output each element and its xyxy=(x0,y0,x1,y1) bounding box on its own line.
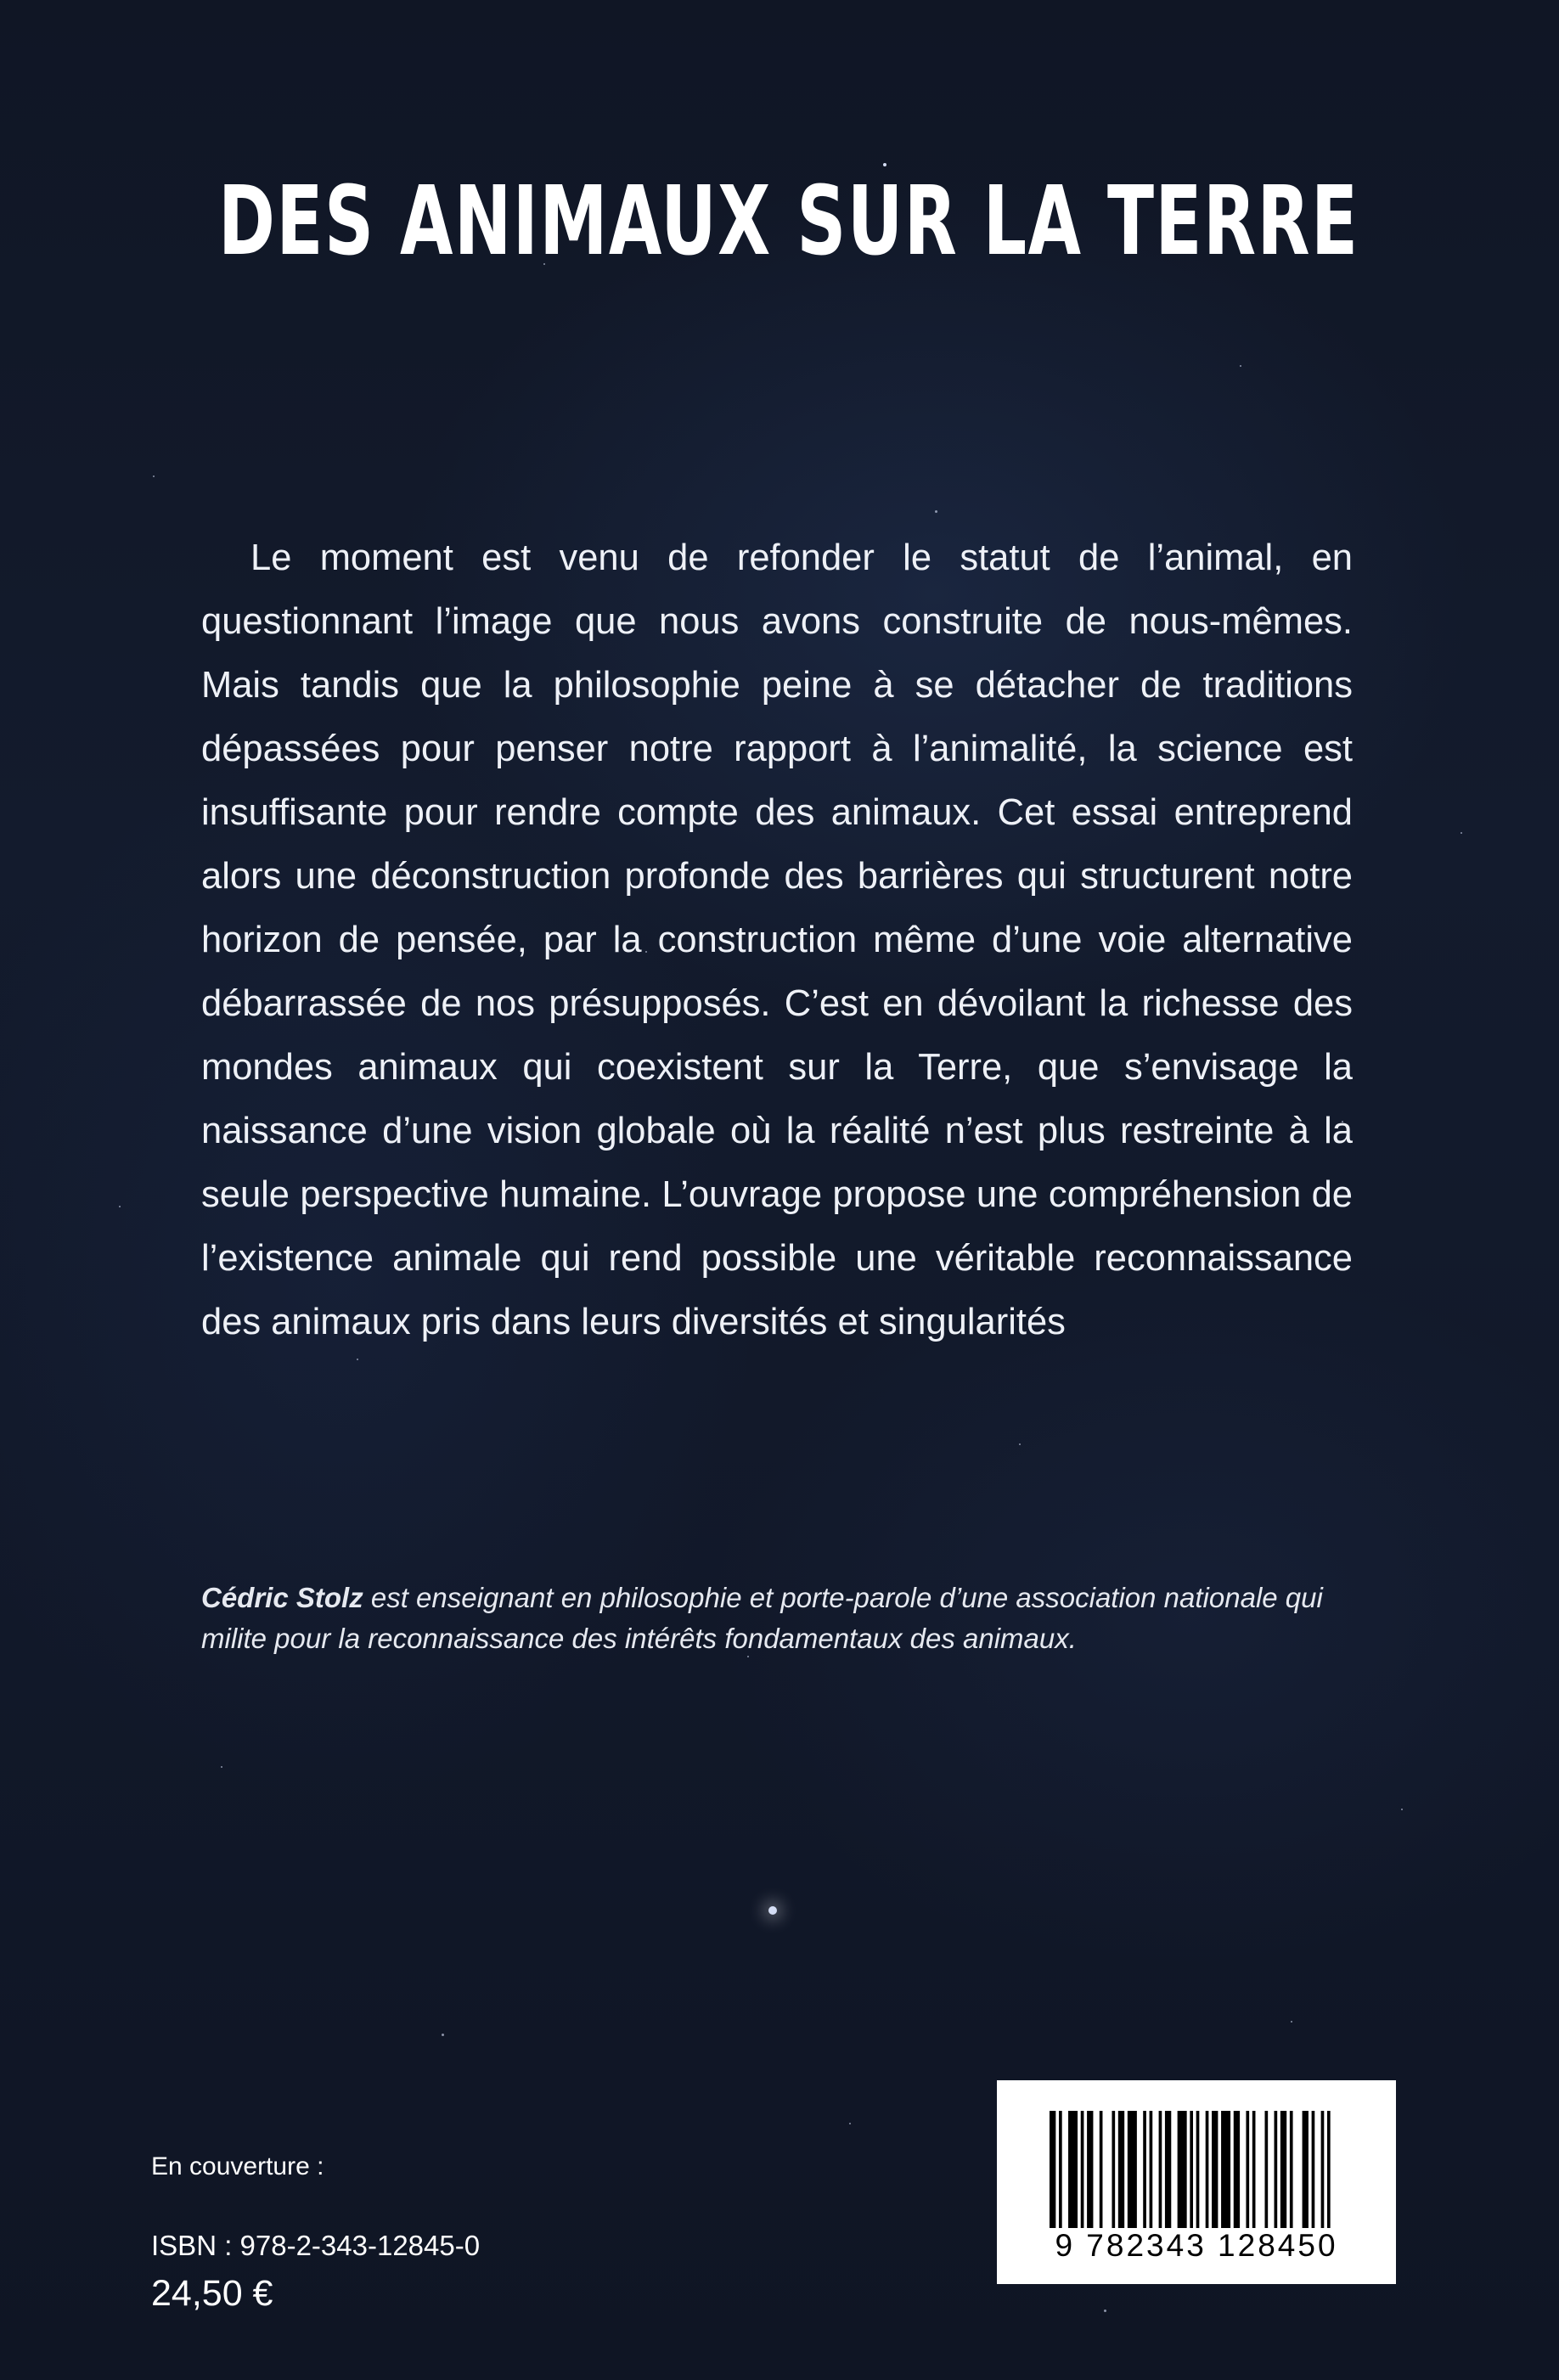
barcode-bar xyxy=(1246,2111,1249,2228)
barcode-bar xyxy=(1118,2111,1124,2228)
barcode-bar xyxy=(1165,2111,1171,2228)
barcode-bar xyxy=(1327,2111,1331,2228)
author-bio-text: est enseignant en philosophie et porte-parole d’une association nationale qui milite pour la reconnaissance des intérêts fondamentaux des animaux. xyxy=(201,1582,1323,1654)
barcode-bar xyxy=(1275,2111,1278,2228)
star xyxy=(1401,1809,1403,1810)
barcode-bar xyxy=(1190,2111,1193,2228)
star xyxy=(442,2034,444,2036)
barcode-bar xyxy=(1150,2111,1153,2228)
barcode-bar xyxy=(1159,2111,1162,2228)
star xyxy=(1291,2021,1292,2023)
barcode-bar xyxy=(1212,2111,1218,2228)
barcode xyxy=(997,2080,1396,2284)
barcode-bar xyxy=(1087,2111,1093,2228)
star xyxy=(1240,365,1241,367)
barcode-bar xyxy=(1196,2111,1200,2228)
barcode-bar xyxy=(1112,2111,1115,2228)
star xyxy=(1104,2310,1106,2312)
star xyxy=(221,1766,222,1768)
barcode-bar xyxy=(1303,2111,1309,2228)
barcode-bar xyxy=(1100,2111,1103,2228)
star xyxy=(768,1906,777,1915)
barcode-bar xyxy=(1321,2111,1325,2228)
isbn: ISBN : 978-2-343-12845-0 xyxy=(151,2230,481,2261)
star xyxy=(119,1206,121,1207)
blurb-text: Le moment est venu de refonder le statut de l’animal, en questionnant l’image que nous avons construite de nous-mêmes. Mais tandis que la philosophie peine à se détacher de traditions dépassées pour penser notre rapport à l’animalité, la science est insuffisante pour rendre compte des animaux. Cet essai entreprend alors une déconstruction profonde des barrières qui structurent notre horizon de pensée, par la construction même d’une voie alternative débarrassée de nos présupposés. C’est en dévoilant la richesse des mondes animaux qui coexistent sur la Terre, que s’envisage la naissance d’une vision globale où la réalité n’est plus restreinte à la seule perspective humaine. L’ouvrage propose une compréhension de l’existence animale qui rend possible une véritable reconnaissance des animaux pris dans leurs diversités et singularités xyxy=(201,537,1353,1342)
cover-credit: En couverture : xyxy=(151,2152,324,2180)
barcode-bar xyxy=(1143,2111,1146,2228)
barcode-bar xyxy=(1265,2111,1269,2228)
price: 24,50 € xyxy=(151,2273,273,2314)
author-name: Cédric Stolz xyxy=(201,1582,363,1613)
author-bio xyxy=(201,1578,1390,1659)
barcode-number: 9 782343 128450 xyxy=(1055,2228,1338,2263)
barcode-bar xyxy=(1059,2111,1062,2228)
barcode-bar xyxy=(1252,2111,1256,2228)
barcode-bar xyxy=(1290,2111,1293,2228)
star xyxy=(153,475,155,477)
star xyxy=(357,1359,358,1360)
star xyxy=(849,2123,851,2124)
barcode-bar xyxy=(1068,2111,1078,2228)
star xyxy=(1461,832,1462,834)
star xyxy=(935,510,937,513)
barcode-bars xyxy=(1050,2111,1337,2228)
book-title: DES ANIMAUX SUR LA TERRE xyxy=(218,166,1359,277)
barcode-bar xyxy=(1206,2111,1209,2228)
barcode-bar xyxy=(1312,2111,1315,2228)
barcode-bar xyxy=(1221,2111,1230,2228)
barcode-bar xyxy=(1178,2111,1187,2228)
star xyxy=(1019,1443,1021,1445)
barcode-bar xyxy=(1280,2111,1286,2228)
barcode-bar xyxy=(1050,2111,1055,2228)
barcode-bar xyxy=(1234,2111,1240,2228)
barcode-bar xyxy=(1081,2111,1084,2228)
barcode-bar xyxy=(1128,2111,1137,2228)
